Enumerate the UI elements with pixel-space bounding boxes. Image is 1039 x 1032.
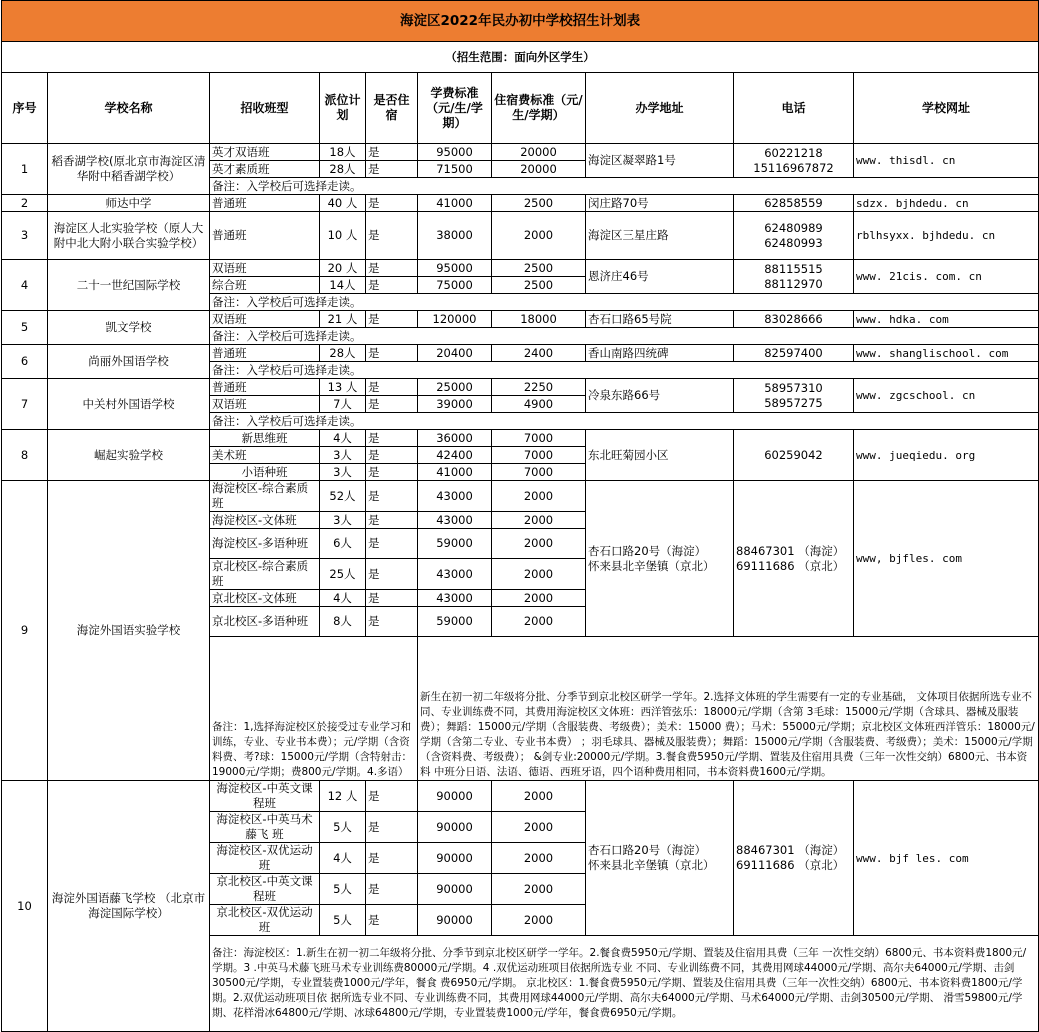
quota: 5人 — [320, 812, 366, 843]
tuition: 90000 — [418, 874, 492, 905]
boarding: 是 — [366, 345, 418, 362]
class-type: 美术班 — [210, 447, 320, 464]
school-note: 备注：入学校后可选择走读。 — [210, 178, 1039, 195]
school-website: rblhsyxx. bjhdedu. cn — [854, 212, 1039, 260]
school-name: 凯文学校 — [48, 311, 210, 345]
tuition: 43000 — [418, 481, 492, 512]
tuition: 59000 — [418, 607, 492, 637]
boarding: 是 — [366, 843, 418, 874]
boarding: 是 — [366, 447, 418, 464]
school-seq: 7 — [2, 379, 48, 430]
school-name: 师达中学 — [48, 195, 210, 212]
school-name: 二十一世纪国际学校 — [48, 260, 210, 311]
board-fee: 2000 — [492, 212, 586, 260]
school-seq: 10 — [2, 781, 48, 1032]
boarding: 是 — [366, 161, 418, 178]
school-address: 杏石口路20号（海淀） 怀来县北辛堡镇（京北） — [586, 481, 734, 637]
table-row — [2, 481, 1039, 512]
boarding: 是 — [366, 607, 418, 637]
quota: 4人 — [320, 430, 366, 447]
board-fee: 2500 — [492, 277, 586, 294]
tuition: 39000 — [418, 396, 492, 413]
school-seq: 2 — [2, 195, 48, 212]
header-tuition: 学费标准（元/生/学期） — [418, 73, 492, 144]
school-note: 备注：海淀校区：1.新生在初一初二年级将分批、分季节到京北校区研学一学年。2.餐食费5950元/学期、置装及住宿用具费（三年 一次性交纳）6800元、书本资料费1800元/学期。3 .中英马术藤飞班马术专业训练费80000元/学期。4 .双优运动班项目依据所选专业 不同、专业训练费不同，其费用网球44000元/学期、高尔夫64000元/学期、击剑30500元/学期，专业置装费1000元/学年，餐食 费6950元/学期。 京北校区：1.餐食费5950元/学期、置装及住宿用具费（三年一次性交纳）6800元、书本资料费1800元/学期。2.双优运动班项目依 据所选专业不同、专业训练费不同，其费用网球44000元/学期、高尔夫64000元/学期、马术64000元/学期、击剑30500元/学期、 滑雪59800元/学期、花样滑冰64800元/学期、冰球64800元/学期，专业置装费1000元/学年，餐食费6950元/学期。 — [210, 936, 1039, 1032]
board-fee: 2000 — [492, 781, 586, 812]
tuition: 90000 — [418, 905, 492, 936]
class-type: 海淀校区-双优运动班 — [210, 843, 320, 874]
school-address: 海淀区三星庄路 — [586, 212, 734, 260]
header-row — [2, 73, 1039, 144]
school-website: www. thisdl. cn — [854, 144, 1039, 178]
class-type: 新思维班 — [210, 430, 320, 447]
board-fee: 2000 — [492, 481, 586, 512]
school-phone: 58957310 58957275 — [734, 379, 854, 413]
school-note: 备注：入学校后可选择走读。 — [210, 362, 1039, 379]
tuition: 38000 — [418, 212, 492, 260]
class-type: 京北校区-文体班 — [210, 590, 320, 607]
board-fee: 20000 — [492, 161, 586, 178]
quota: 12 人 — [320, 781, 366, 812]
enrollment-table — [1, 0, 1039, 1032]
class-type: 京北校区-综合素质班 — [210, 559, 320, 590]
quota: 13 人 — [320, 379, 366, 396]
quota: 20 人 — [320, 260, 366, 277]
school-note: 备注：入学校后可选择走读。 — [210, 294, 1039, 311]
class-type: 海淀校区-多语种班 — [210, 529, 320, 559]
tuition: 41000 — [418, 464, 492, 481]
boarding: 是 — [366, 277, 418, 294]
tuition: 25000 — [418, 379, 492, 396]
boarding: 是 — [366, 529, 418, 559]
school-address: 杏石口路65号院 — [586, 311, 734, 328]
class-type: 京北校区-多语种班 — [210, 607, 320, 637]
school-note-left: 备注：1,选择海淀校区於接受过专业学习和训练，专业、专业书本费）；元/学期（含资料费、考?球：15000元/学期（含特射击：19000元/学期；费800元/学期。4.多语） — [210, 637, 418, 781]
school-phone: 88115515 88112970 — [734, 260, 854, 294]
class-type: 英才素质班 — [210, 161, 320, 178]
school-phone: 60259042 — [734, 430, 854, 481]
school-note: 备注：入学校后可选择走读。 — [210, 328, 1039, 345]
tuition: 90000 — [418, 812, 492, 843]
table-row — [2, 260, 1039, 277]
header-seq: 序号 — [2, 73, 48, 144]
class-type: 京北校区-双优运动班 — [210, 905, 320, 936]
quota: 6人 — [320, 529, 366, 559]
quota: 28人 — [320, 161, 366, 178]
quota: 7人 — [320, 396, 366, 413]
school-address: 冷泉东路66号 — [586, 379, 734, 413]
school-address: 恩济庄46号 — [586, 260, 734, 294]
boarding: 是 — [366, 430, 418, 447]
school-name: 海淀外国语实验学校 — [48, 481, 210, 781]
table-row — [2, 781, 1039, 812]
school-seq: 3 — [2, 212, 48, 260]
board-fee: 2000 — [492, 559, 586, 590]
board-fee: 2400 — [492, 345, 586, 362]
school-name: 尚丽外国语学校 — [48, 345, 210, 379]
boarding: 是 — [366, 781, 418, 812]
boarding: 是 — [366, 590, 418, 607]
table-row — [2, 430, 1039, 447]
table-row — [2, 144, 1039, 161]
tuition: 43000 — [418, 559, 492, 590]
quota: 18人 — [320, 144, 366, 161]
boarding: 是 — [366, 311, 418, 328]
header-address: 办学地址 — [586, 73, 734, 144]
class-type: 海淀校区-中英马术藤飞 班 — [210, 812, 320, 843]
header-quota: 派位计划 — [320, 73, 366, 144]
quota: 4人 — [320, 590, 366, 607]
class-type: 双语班 — [210, 260, 320, 277]
class-type: 京北校区-中英文课程班 — [210, 874, 320, 905]
quota: 5人 — [320, 905, 366, 936]
class-type: 普通班 — [210, 212, 320, 260]
school-phone: 62480989 62480993 — [734, 212, 854, 260]
boarding: 是 — [366, 481, 418, 512]
boarding: 是 — [366, 559, 418, 590]
school-website: www. jueqiedu. org — [854, 430, 1039, 481]
school-name: 海淀区人北实验学校（原人大附中北大附小联合实验学校） — [48, 212, 210, 260]
school-address: 闵庄路70号 — [586, 195, 734, 212]
board-fee: 7000 — [492, 447, 586, 464]
boarding: 是 — [366, 512, 418, 529]
tuition: 36000 — [418, 430, 492, 447]
enrollment-scope: （招生范围：面向外区学生） — [2, 42, 1039, 73]
board-fee: 2000 — [492, 812, 586, 843]
class-type: 海淀校区-综合素质班 — [210, 481, 320, 512]
header-class-type: 招收班型 — [210, 73, 320, 144]
school-name: 崛起实验学校 — [48, 430, 210, 481]
tuition: 43000 — [418, 512, 492, 529]
board-fee: 2000 — [492, 590, 586, 607]
quota: 25人 — [320, 559, 366, 590]
school-phone: 88467301 （海淀） 69111686 （京北） — [734, 481, 854, 637]
board-fee: 4900 — [492, 396, 586, 413]
school-seq: 4 — [2, 260, 48, 311]
board-fee: 7000 — [492, 430, 586, 447]
boarding: 是 — [366, 905, 418, 936]
quota: 5人 — [320, 874, 366, 905]
board-fee: 7000 — [492, 464, 586, 481]
school-website: www. hdka. com — [854, 311, 1039, 328]
table-row — [2, 379, 1039, 396]
school-name: 海淀外国语藤飞学校 （北京市海淀国际学校） — [48, 781, 210, 1032]
school-name: 中关村外国语学校 — [48, 379, 210, 430]
school-seq: 6 — [2, 345, 48, 379]
board-fee: 2500 — [492, 195, 586, 212]
board-fee: 20000 — [492, 144, 586, 161]
tuition: 41000 — [418, 195, 492, 212]
class-type: 普通班 — [210, 195, 320, 212]
school-phone: 62858559 — [734, 195, 854, 212]
school-phone: 88467301 （海淀） 69111686 （京北） — [734, 781, 854, 936]
school-seq: 8 — [2, 430, 48, 481]
boarding: 是 — [366, 396, 418, 413]
quota: 10 人 — [320, 212, 366, 260]
school-website: www. 21cis. com. cn — [854, 260, 1039, 294]
school-address: 东北旺菊园小区 — [586, 430, 734, 481]
school-address: 杏石口路20号（海淀） 怀来县北辛堡镇（京北） — [586, 781, 734, 936]
tuition: 20400 — [418, 345, 492, 362]
table-title: 海淀区2022年民办初中学校招生计划表 — [2, 1, 1039, 42]
board-fee: 18000 — [492, 311, 586, 328]
school-address: 海淀区凝翠路1号 — [586, 144, 734, 178]
tuition: 75000 — [418, 277, 492, 294]
tuition: 42400 — [418, 447, 492, 464]
school-phone: 83028666 — [734, 311, 854, 328]
school-note: 备注：入学校后可选择走读。 — [210, 413, 1039, 430]
tuition: 90000 — [418, 781, 492, 812]
tuition: 59000 — [418, 529, 492, 559]
boarding: 是 — [366, 874, 418, 905]
tuition: 71500 — [418, 161, 492, 178]
board-fee: 2000 — [492, 512, 586, 529]
class-type: 英才双语班 — [210, 144, 320, 161]
class-type: 双语班 — [210, 311, 320, 328]
class-type: 双语班 — [210, 396, 320, 413]
school-phone: 82597400 — [734, 345, 854, 362]
boarding: 是 — [366, 144, 418, 161]
tuition: 95000 — [418, 144, 492, 161]
school-website: www. shanglischool. com — [854, 345, 1039, 362]
school-seq: 1 — [2, 144, 48, 195]
board-fee: 2000 — [492, 905, 586, 936]
tuition: 120000 — [418, 311, 492, 328]
header-website: 学校网址 — [854, 73, 1039, 144]
header-phone: 电话 — [734, 73, 854, 144]
class-type: 海淀校区-文体班 — [210, 512, 320, 529]
class-type: 综合班 — [210, 277, 320, 294]
board-fee: 2000 — [492, 874, 586, 905]
header-board-fee: 住宿费标准（元/生/学期） — [492, 73, 586, 144]
class-type: 普通班 — [210, 379, 320, 396]
school-seq: 9 — [2, 481, 48, 781]
boarding: 是 — [366, 464, 418, 481]
school-note-right: 新生在初一初二年级将分批、分季节到京北校区研学一学年。2.选择文体班的学生需要有一定的专业基础， 文体项目依据所选专业不同、专业训练费不同，其费用海淀校区文体班：西洋管弦乐：18000元/学期（含第 3毛球：15000元/学期（含球具、器械及服装费）；舞蹈：15000元/学期（含服装费、考级费）；美术：15000 费）；马术：55000元/学期；京北校区文体班西洋管乐：18000元/学期（含第二专业、专业书本费） ；羽毛球具、器械及服装费）；舞蹈：15000元/学期（含服装费、考级费）；美术：15000元/学期（含资料费、考级费）； &剑专业:20000元/学期。3.餐食费5950元/学期、置装及住宿用具费（三年一次性交纳）6800元、书本资料 中班分日语、法语、德语、西班牙语，四个语种费用相同，书本资料费1600元/学期。 — [418, 637, 1039, 781]
school-website: www, bjfles. com — [854, 481, 1039, 637]
boarding: 是 — [366, 260, 418, 277]
quota: 21 人 — [320, 311, 366, 328]
class-type: 普通班 — [210, 345, 320, 362]
header-boarding: 是否住宿 — [366, 73, 418, 144]
quota: 3人 — [320, 512, 366, 529]
boarding: 是 — [366, 195, 418, 212]
quota: 3人 — [320, 464, 366, 481]
class-type: 小语种班 — [210, 464, 320, 481]
school-name: 稻香湖学校(原北京市海淀区清华附中稻香湖学校） — [48, 144, 210, 195]
quota: 4人 — [320, 843, 366, 874]
boarding: 是 — [366, 212, 418, 260]
school-website: sdzx. bjhdedu. cn — [854, 195, 1039, 212]
quota: 3人 — [320, 447, 366, 464]
board-fee: 2500 — [492, 260, 586, 277]
school-website: www. zgcschool. cn — [854, 379, 1039, 413]
quota: 28人 — [320, 345, 366, 362]
tuition: 95000 — [418, 260, 492, 277]
header-school: 学校名称 — [48, 73, 210, 144]
table-row — [2, 195, 1039, 212]
tuition: 43000 — [418, 590, 492, 607]
school-seq: 5 — [2, 311, 48, 345]
board-fee: 2000 — [492, 529, 586, 559]
quota: 14人 — [320, 277, 366, 294]
board-fee: 2000 — [492, 607, 586, 637]
table-row — [2, 311, 1039, 328]
boarding: 是 — [366, 812, 418, 843]
boarding: 是 — [366, 379, 418, 396]
school-website: www. bjf les. com — [854, 781, 1039, 936]
board-fee: 2000 — [492, 843, 586, 874]
table-row — [2, 345, 1039, 362]
quota: 8人 — [320, 607, 366, 637]
board-fee: 2250 — [492, 379, 586, 396]
school-address: 香山南路四统碑 — [586, 345, 734, 362]
class-type: 海淀校区-中英文课程班 — [210, 781, 320, 812]
quota: 52人 — [320, 481, 366, 512]
quota: 40 人 — [320, 195, 366, 212]
tuition: 90000 — [418, 843, 492, 874]
school-phone: 60221218 15116967872 — [734, 144, 854, 178]
table-row — [2, 212, 1039, 260]
